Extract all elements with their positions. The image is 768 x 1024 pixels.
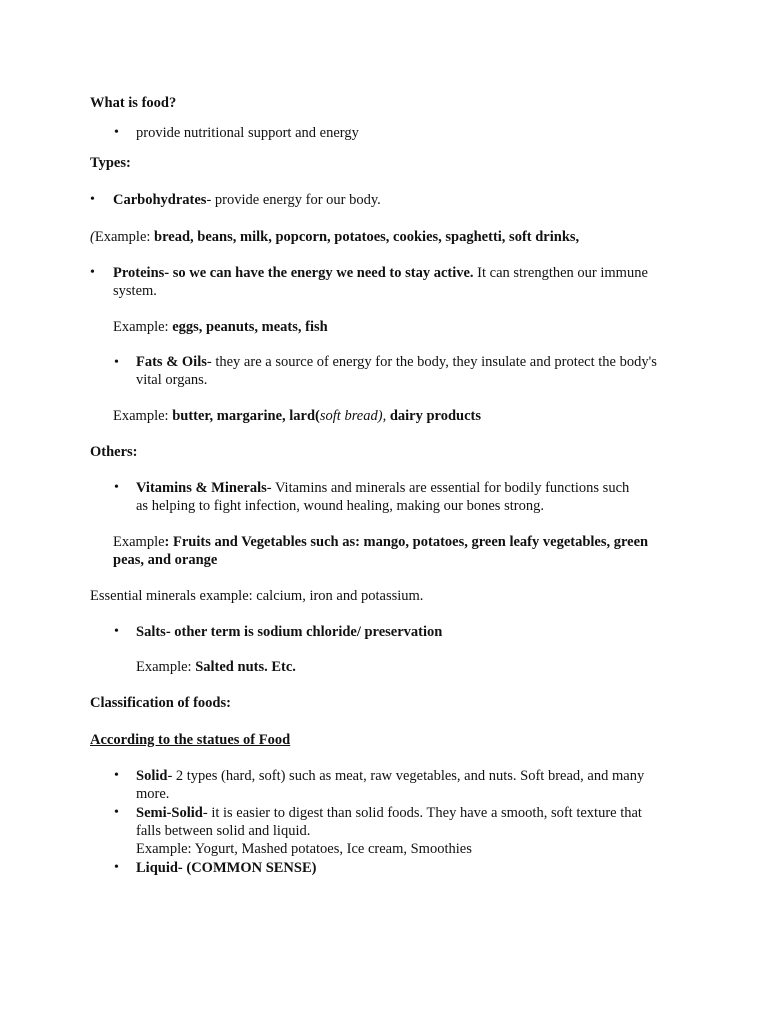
list-item-solid [136, 767, 644, 785]
semi-solid-text: - it is easier to digest than solid foods. They have a smooth, soft texture that [202, 805, 642, 821]
bullet-icon: • [114, 860, 119, 875]
heading-classification: Classification of foods: [90, 695, 231, 711]
proteins-text: It can strengthen our immune [473, 265, 648, 281]
solid-text: - 2 types (hard, soft) such as meat, raw vegetables, and nuts. Soft bread, and many [167, 768, 645, 784]
bullet-icon: • [114, 805, 119, 820]
example-prefix: Example: [94, 229, 155, 245]
list-item-proteins [113, 264, 648, 282]
vitamins-example [113, 533, 648, 551]
heading-types: Types: [90, 155, 131, 171]
vitamins-example-cont: peas, and orange [113, 552, 218, 568]
fats-oils-text: - they are a source of energy for the body, they insulate and protect the body's [206, 354, 657, 370]
carbohydrates-example [90, 228, 579, 246]
example-italic-note: soft bread), [319, 408, 387, 424]
bullet-icon: • [114, 768, 119, 783]
bullet-icon: • [114, 125, 119, 140]
example-items: butter, margarine, lard( [172, 408, 320, 424]
bullet-icon: • [90, 192, 95, 207]
list-item-carbohydrates [113, 191, 381, 209]
example-items: : Fruits and Vegetables such as: mango, potatoes, green leafy vegetables, green [164, 534, 649, 550]
proteins-example [113, 318, 328, 336]
example-items: eggs, peanuts, meats, fish [172, 319, 328, 335]
list-item-semi-solid [136, 804, 642, 822]
carbohydrates-label: Carbohydrates [113, 192, 207, 208]
bullet-icon: • [114, 480, 119, 495]
essential-minerals-text: Essential minerals example: calcium, iron and potassium. [90, 588, 424, 604]
bullet-icon: • [114, 624, 119, 639]
list-item-liquid: Liquid- (COMMON SENSE) [136, 860, 317, 876]
semi-solid-label: Semi-Solid [136, 805, 203, 821]
vitamins-minerals-text-cont: as helping to fight infection, wound healing, making our bones strong. [136, 498, 544, 514]
semi-solid-text-cont: falls between solid and liquid. [136, 823, 311, 839]
proteins-text-cont: system. [113, 283, 157, 299]
example-prefix: Example [113, 534, 165, 550]
list-item-provide-support: provide nutritional support and energy [136, 125, 359, 141]
vitamins-minerals-label: Vitamins & Minerals [136, 480, 267, 496]
vitamins-minerals-text: - Vitamins and minerals are essential for bodily functions such [266, 480, 630, 496]
semi-solid-example: Example: Yogurt, Mashed potatoes, Ice cream, Smoothies [136, 841, 472, 857]
fats-oils-example [113, 407, 481, 425]
heading-what-is-food: What is food? [90, 95, 177, 111]
subheading-according-to-status: According to the statues of Food [90, 732, 291, 748]
example-items: Salted nuts. Etc. [195, 659, 296, 675]
fats-oils-label: Fats & Oils [136, 354, 207, 370]
proteins-label: Proteins- so we can have the energy we need to stay active. [113, 265, 474, 281]
solid-text-cont: more. [136, 786, 170, 802]
heading-others: Others: [90, 444, 138, 460]
solid-label: Solid [136, 768, 168, 784]
list-item-fats-oils [136, 353, 657, 371]
example-prefix: Example: [136, 659, 196, 675]
example-prefix: Example: [113, 408, 173, 424]
example-items-end: dairy products [386, 408, 482, 424]
fats-oils-text-cont: vital organs. [136, 372, 208, 388]
list-item-salts: Salts- other term is sodium chloride/ preservation [136, 624, 443, 640]
example-items: bread, beans, milk, popcorn, potatoes, cookies, spaghetti, soft drinks, [154, 229, 580, 245]
list-item-vitamins-minerals [136, 479, 629, 497]
carbohydrates-text: - provide energy for our body. [206, 192, 381, 208]
bullet-icon: • [90, 265, 95, 280]
example-prefix: Example: [113, 319, 173, 335]
bullet-icon: • [114, 355, 119, 370]
open-paren: ( [90, 229, 95, 245]
salts-example [136, 658, 296, 676]
